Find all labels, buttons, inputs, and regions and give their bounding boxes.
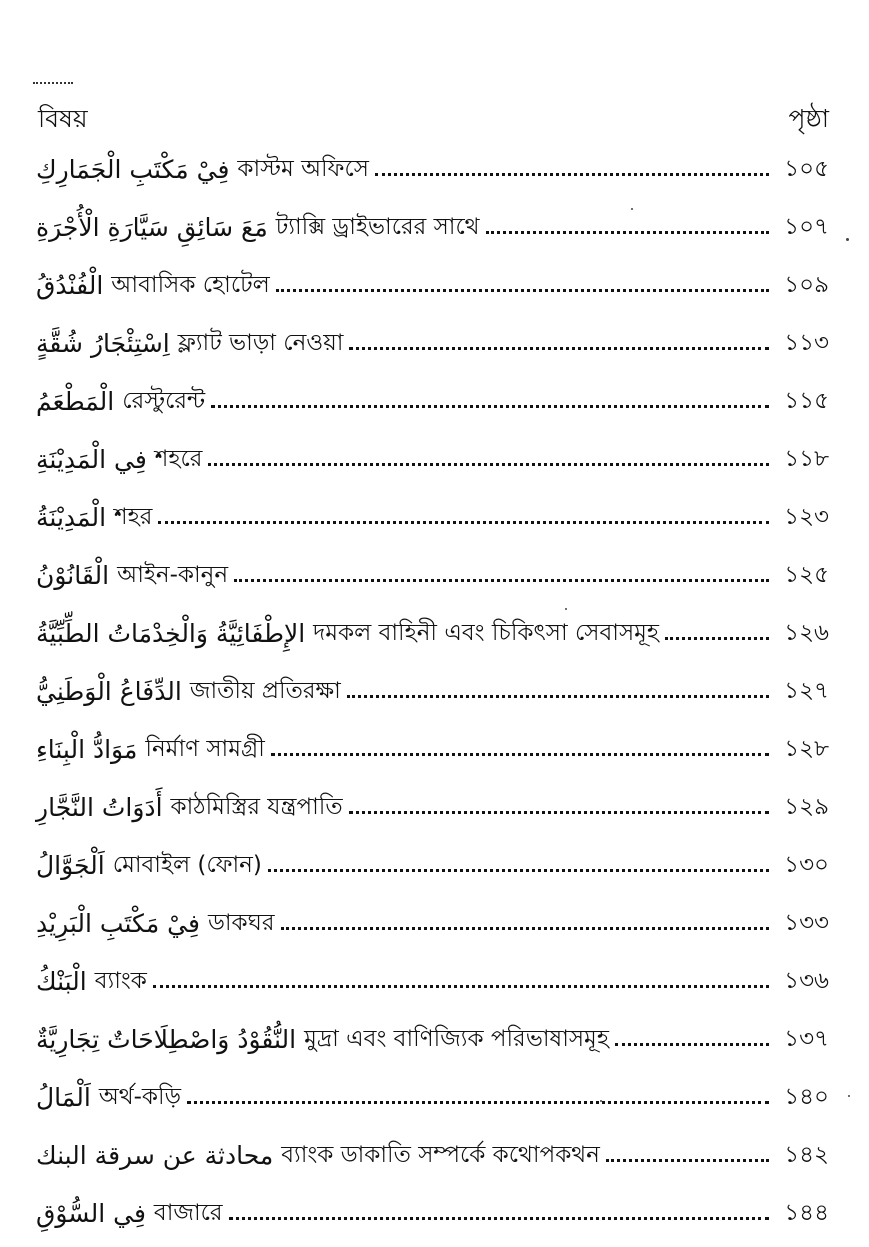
scan-speck <box>846 238 849 241</box>
toc-entry <box>36 604 829 662</box>
page-number: ১০৯ <box>784 271 829 298</box>
dot-leader <box>375 173 769 176</box>
bengali-title: শহরে <box>154 445 203 472</box>
subject-column-heading: বিষয় <box>38 103 88 133</box>
bengali-title: ডাকঘর <box>207 909 275 936</box>
bengali-title: কাস্টম অফিসে <box>237 155 369 182</box>
page-number: ১৪৪ <box>784 1199 829 1226</box>
dot-leader <box>486 231 769 234</box>
toc-entry <box>36 372 829 430</box>
scan-speck <box>565 608 567 610</box>
page-number: ১৪২ <box>784 1141 829 1168</box>
arabic-title: اِسْتِئْجَارُ شُقَّةٍ <box>36 328 170 358</box>
page-number: ১১৮ <box>784 445 829 472</box>
toc-entry <box>36 720 829 778</box>
page-number: ১৩৭ <box>784 1025 829 1052</box>
arabic-title: أَدَوَاتُ النَّجَّارِ <box>36 792 163 822</box>
bengali-title: কাঠমিস্ত্রির যন্ত্রপাতি <box>170 793 343 820</box>
page-number: ১২৯ <box>784 793 829 820</box>
arabic-title: فِي الْمَدِيْنَةِ <box>36 444 147 474</box>
toc-entry <box>36 778 829 836</box>
toc-entry <box>36 836 829 894</box>
top-dotted-rule <box>33 82 73 84</box>
arabic-title: الْقَانُوْنُ <box>36 560 110 590</box>
bengali-title: নির্মাণ সামগ্রী <box>145 735 265 762</box>
arabic-title: الْفُنْدُقُ <box>36 270 104 300</box>
bengali-title: ব্যাংক ডাকাতি সম্পর্কে কথোপকথন <box>281 1141 600 1168</box>
dot-leader <box>347 695 769 698</box>
arabic-title: النُّقُوْدُ وَاصْطِلَاحَاتٌ تِجَارِيَّةٌ <box>36 1024 297 1054</box>
toc-entry <box>36 894 829 952</box>
arabic-title: مَعَ سَائِقِ سَيَّارَةِ الْأُجْرَةِ <box>36 212 268 242</box>
dot-leader <box>276 289 769 292</box>
page-column-heading: পৃষ্ঠা <box>788 103 829 133</box>
page-number: ১২৩ <box>784 503 829 530</box>
arabic-title: اَلْمَالُ <box>36 1082 91 1112</box>
dot-leader <box>153 985 769 988</box>
page-number: ১২৮ <box>784 735 829 762</box>
arabic-title: فِيْ مَكْتَبِ الْبَرِيْدِ <box>36 908 200 938</box>
dot-leader <box>271 753 769 756</box>
toc-entry <box>36 488 829 546</box>
bengali-title: দমকল বাহিনী এবং চিকিৎসা সেবাসমূহ <box>313 619 660 646</box>
bengali-title: জাতীয় প্রতিরক্ষা <box>189 677 341 704</box>
dot-leader <box>211 405 769 408</box>
dot-leader <box>665 637 769 640</box>
dot-leader <box>606 1159 769 1162</box>
toc-header <box>38 100 829 140</box>
arabic-title: الْمَدِيْنَةُ <box>36 502 107 532</box>
toc-entry <box>36 430 829 488</box>
toc-entries <box>36 140 829 1242</box>
page-number: ১১৫ <box>784 387 829 414</box>
bengali-title: রেস্টুরেন্ট <box>122 387 206 414</box>
bengali-title: মুদ্রা এবং বাণিজ্যিক পরিভাষাসমূহ <box>304 1025 609 1052</box>
dot-leader <box>349 811 769 814</box>
toc-entry <box>36 952 829 1010</box>
page-number: ১০৫ <box>784 155 829 182</box>
arabic-title: الْمَطْعَمُ <box>36 386 115 416</box>
bengali-title: শহর <box>114 503 153 530</box>
page-number: ১২৫ <box>784 561 829 588</box>
page-number: ১১৩ <box>784 329 829 356</box>
toc-entry <box>36 140 829 198</box>
dot-leader <box>208 463 769 466</box>
bengali-title: ট্যাক্সি ড্রাইভারের সাথে <box>275 213 480 240</box>
bengali-title: আবাসিক হোটেল <box>111 271 270 298</box>
arabic-title: فِيْ مَكْتَبِ الْجَمَارِكِ <box>36 154 230 184</box>
dot-leader <box>229 1217 769 1220</box>
dot-leader <box>234 579 769 582</box>
dot-leader <box>187 1101 769 1104</box>
page-number: ১২৬ <box>784 619 829 646</box>
page-number: ১২৭ <box>784 677 829 704</box>
bengali-title: আইন-কানুন <box>117 561 229 588</box>
scan-speck <box>848 1095 850 1097</box>
dot-leader <box>281 927 769 930</box>
toc-entry <box>36 1126 829 1184</box>
dot-leader <box>349 347 769 350</box>
arabic-title: اَلْجَوَّالُ <box>36 850 105 880</box>
scan-speck <box>631 208 633 210</box>
dot-leader <box>615 1043 769 1046</box>
dot-leader <box>158 521 769 524</box>
bengali-title: ফ্ল্যাট ভাড়া নেওয়া <box>177 329 344 356</box>
toc-entry <box>36 256 829 314</box>
page-number: ১৩০ <box>784 851 829 878</box>
page-number: ১৩৩ <box>784 909 829 936</box>
toc-entry <box>36 314 829 372</box>
bengali-title: মোবাইল (ফোন) <box>112 851 262 878</box>
page-number: ১৪০ <box>784 1083 829 1110</box>
toc-entry <box>36 546 829 604</box>
bengali-title: ব্যাংক <box>94 967 147 994</box>
page-number: ১৩৬ <box>784 967 829 994</box>
arabic-title: الْبَنْكُ <box>36 966 87 996</box>
toc-entry <box>36 198 829 256</box>
toc-entry <box>36 1068 829 1126</box>
dot-leader <box>268 869 769 872</box>
arabic-title: فِي السُّوْقِ <box>36 1198 146 1228</box>
page-number: ১০৭ <box>784 213 829 240</box>
arabic-title: مَوَادُّ الْبِنَاءِ <box>36 734 138 764</box>
arabic-title: الدِّفَاعُ الْوَطَنِيُّ <box>36 676 182 706</box>
scan-speck <box>600 1100 602 1102</box>
arabic-title: الإِطْفَائِيَّةُ وَالْخِدْمَاتُ الطِّبِّيَّةُ <box>36 618 306 648</box>
bengali-title: বাজারে <box>153 1199 223 1226</box>
toc-entry <box>36 1184 829 1242</box>
bengali-title: অর্থ-কড়ি <box>98 1083 182 1110</box>
toc-entry <box>36 662 829 720</box>
toc-entry <box>36 1010 829 1068</box>
arabic-title: محادثة عن سرقة البنك <box>36 1140 274 1170</box>
